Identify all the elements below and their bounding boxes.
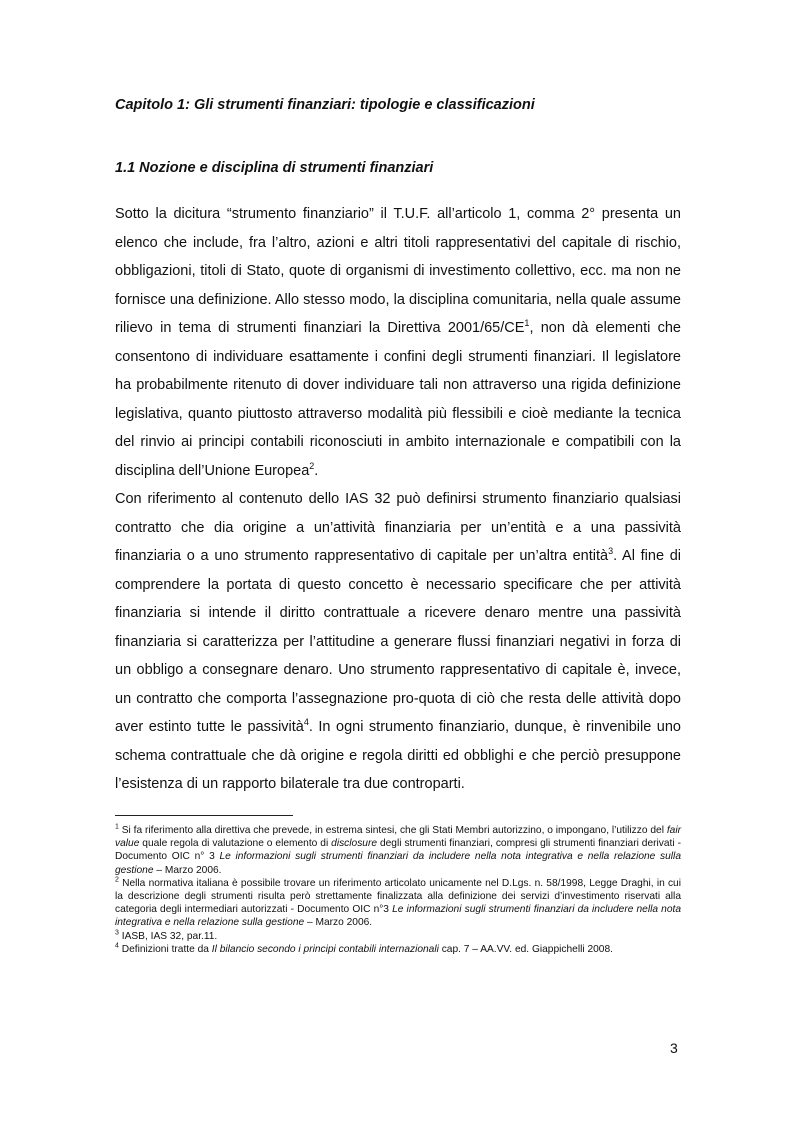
footnote-4-italic-1: Il bilancio secondo i principi contabili internazionali bbox=[211, 943, 439, 955]
footnote-3 bbox=[115, 930, 681, 943]
paragraph-1-part-c: . bbox=[314, 462, 319, 479]
section-title: 1.1 Nozione e disciplina di strumenti finanziari bbox=[115, 160, 434, 176]
footnote-2-text-2: – Marzo 2006. bbox=[304, 917, 373, 929]
footnote-2-text-1: Nella normativa italiana è possibile trovare un riferimento articolato unicamente nel D.Lgs. n. 58/1998, Legge Draghi, in cui la descrizione degli strumenti risulta però strettamente finalizzata alla definizione dei servizi d’investimento riservati alla categoria degli intermediari autorizzati - Documento OIC n°3 bbox=[115, 877, 681, 916]
footnote-ref-3[interactable]: 3 bbox=[608, 546, 614, 557]
footnote-1-text-1: Si fa riferimento alla direttiva che prevede, in estrema sintesi, che gli Stati Membri autorizzino, o impongano, l’utilizzo del bbox=[118, 825, 667, 836]
chapter-title: Capitolo 1: Gli strumenti finanziari: tipologie e classificazioni bbox=[115, 97, 535, 113]
footnote-1-italic-1: fair value bbox=[115, 825, 681, 850]
paragraph-1 bbox=[115, 200, 681, 485]
paragraph-1-part-a: Sotto la dicitura “strumento finanziario” il T.U.F. all’articolo 1, comma 2° presenta un elenco che include, fra l’altro, azioni e altri titoli rappresentativi del capitale di rischio, obbligazioni, titoli di Stato, quote di organismi di investimento collettivo, ecc. ma non ne fornisce una definizione. Allo stesso modo, la disciplina comunitaria, nella quale assume rilievo in tema di strumenti finanziari la Direttiva 2001/65/CE bbox=[115, 206, 681, 336]
footnote-ref-2[interactable]: 2 bbox=[309, 460, 315, 471]
footnote-1-italic-3: Le informazioni sugli strumenti finanziari da includere nella nota integrativa e nella relazione sulla gestione bbox=[115, 851, 681, 876]
footnote-1-number: 1 bbox=[115, 823, 119, 831]
footnote-3-text-1: IASB, IAS 32, par.11. bbox=[118, 930, 218, 942]
footnotes bbox=[115, 824, 681, 956]
footnote-4-text-1: Definizioni tratte da bbox=[118, 943, 212, 955]
body-text bbox=[115, 200, 681, 799]
footnote-ref-4[interactable]: 4 bbox=[303, 717, 309, 728]
footnote-2-number: 2 bbox=[115, 876, 119, 884]
footnote-1 bbox=[115, 824, 681, 877]
footnote-4-text-2: cap. 7 – AA.VV. ed. Giappichelli 2008. bbox=[438, 943, 613, 955]
footnote-ref-1[interactable]: 1 bbox=[524, 318, 530, 329]
paragraph-2-part-a: Con riferimento al contenuto dello IAS 32 può definirsi strumento finanziario qualsiasi contratto che dia origine a un’attività finanziaria per un’entità e a una passività finanziaria o a uno strumento rappresentativo di capitale per un’altra entità bbox=[115, 491, 681, 564]
footnote-1-text-3: degli strumenti finanziari, compresi gli strumenti finanziari derivati - Documento OIC n° 3 bbox=[115, 838, 681, 863]
footnote-2-italic-1: Le informazioni sugli strumenti finanziari da includere nella nota integrativa e nella relazione sulla gestione bbox=[115, 904, 681, 929]
page-number: 3 bbox=[670, 1040, 678, 1056]
footnote-4 bbox=[115, 943, 681, 956]
paragraph-2-part-b: . Al fine di comprendere la portata di questo concetto è necessario specificare che per attività finanziaria si intende il diritto contrattuale a ricevere denaro mentre una passività finanziaria si caratterizza per l’attitudine a generare flussi finanziari negativi in forza di un obbligo a consegnare denaro. Uno strumento rappresentativo di capitale è, invece, un contratto che comporta l’assegnazione pro-quota di ciò che resta delle attività dopo aver estinto tutte le passività bbox=[115, 548, 681, 735]
footnote-4-number: 4 bbox=[115, 942, 119, 950]
footnote-separator bbox=[115, 815, 293, 816]
footnote-2 bbox=[115, 877, 681, 930]
footnote-1-text-4: – Marzo 2006. bbox=[153, 864, 222, 876]
paragraph-2-part-c: . In ogni strumento finanziario, dunque, è rinvenibile uno schema contrattuale che dà origine e regola diritti ed obblighi e che perciò presuppone l’esistenza di un rapporto bilaterale tra due controparti. bbox=[115, 719, 681, 792]
footnote-1-italic-2: disclosure bbox=[331, 838, 378, 850]
paragraph-2 bbox=[115, 485, 681, 799]
paragraph-1-part-b: , non dà elementi che consentono di individuare esattamente i confini degli strumenti finanziari. Il legislatore ha probabilmente ritenuto di dover individuare tali non attraverso una rigida definizione legislativa, quanto piuttosto attraverso modalità più flessibili e cioè mediante la tecnica del rinvio ai principi contabili riconosciuti in ambito internazionale e compatibili con la disciplina dell’Unione Europea bbox=[115, 320, 681, 479]
footnote-3-number: 3 bbox=[115, 929, 119, 937]
footnote-1-text-2: quale regola di valutazione o elemento di bbox=[139, 838, 332, 850]
